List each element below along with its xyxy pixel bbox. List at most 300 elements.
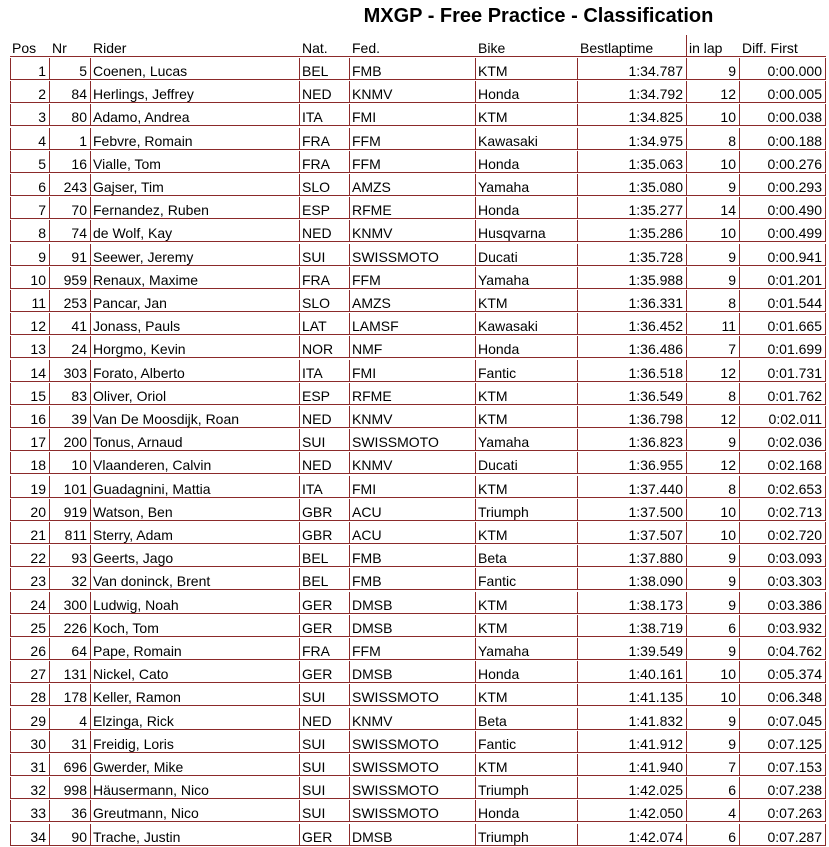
cell-nat: ITA (300, 104, 350, 126)
cell-bike: KTM (476, 522, 578, 544)
cell-fed: ACU (350, 499, 476, 521)
table-row (10, 499, 826, 522)
cell-nat: SUI (300, 429, 350, 451)
cell-fed: SWISSMOTO (350, 244, 476, 266)
cell-in-lap: 12 (687, 81, 740, 103)
table-row (10, 220, 826, 243)
cell-fed: FMI (350, 476, 476, 498)
cell-nr: 64 (50, 638, 91, 660)
cell-bestlaptime: 1:35.063 (578, 151, 687, 173)
cell-nr: 70 (50, 197, 91, 219)
cell-in-lap: 9 (687, 244, 740, 266)
cell-bestlaptime: 1:42.025 (578, 777, 687, 799)
cell-diff-first: 0:07.238 (740, 777, 826, 799)
cell-fed: KNMV (350, 708, 476, 730)
cell-nat: FRA (300, 128, 350, 150)
cell-in-lap: 8 (687, 383, 740, 405)
cell-bestlaptime: 1:41.940 (578, 754, 687, 776)
header-rider: Rider (91, 35, 300, 57)
table-row (10, 731, 826, 754)
cell-fed: NMF (350, 336, 476, 358)
table-row (10, 383, 826, 406)
cell-bike: Honda (476, 151, 578, 173)
cell-nr: 4 (50, 708, 91, 730)
cell-rider: Van doninck, Brent (91, 568, 300, 590)
cell-bike: Triumph (476, 499, 578, 521)
cell-fed: DMSB (350, 592, 476, 614)
cell-diff-first: 0:04.762 (740, 638, 826, 660)
cell-nat: ESP (300, 383, 350, 405)
cell-rider: Gajser, Tim (91, 174, 300, 196)
cell-diff-first: 0:02.653 (740, 476, 826, 498)
cell-fed: SWISSMOTO (350, 800, 476, 822)
table-row (10, 104, 826, 127)
cell-diff-first: 0:00.005 (740, 81, 826, 103)
cell-rider: Keller, Ramon (91, 684, 300, 706)
cell-diff-first: 0:07.153 (740, 754, 826, 776)
cell-nat: BEL (300, 58, 350, 80)
cell-diff-first: 0:07.287 (740, 824, 826, 846)
cell-pos: 6 (10, 174, 50, 196)
cell-rider: Adamo, Andrea (91, 104, 300, 126)
cell-bestlaptime: 1:36.549 (578, 383, 687, 405)
cell-bestlaptime: 1:35.988 (578, 267, 687, 289)
cell-nat: BEL (300, 568, 350, 590)
cell-bestlaptime: 1:35.277 (578, 197, 687, 219)
cell-fed: SWISSMOTO (350, 429, 476, 451)
table-row (10, 615, 826, 638)
cell-diff-first: 0:02.036 (740, 429, 826, 451)
cell-nat: GBR (300, 499, 350, 521)
cell-in-lap: 6 (687, 824, 740, 846)
cell-fed: FFM (350, 128, 476, 150)
cell-bestlaptime: 1:37.507 (578, 522, 687, 544)
cell-nr: 24 (50, 336, 91, 358)
cell-diff-first: 0:02.168 (740, 452, 826, 474)
cell-pos: 27 (10, 661, 50, 683)
cell-fed: KNMV (350, 406, 476, 428)
cell-bike: Honda (476, 661, 578, 683)
cell-fed: ACU (350, 522, 476, 544)
cell-in-lap: 11 (687, 313, 740, 335)
cell-nat: GER (300, 592, 350, 614)
cell-nr: 83 (50, 383, 91, 405)
cell-pos: 32 (10, 777, 50, 799)
cell-nr: 41 (50, 313, 91, 335)
cell-rider: Pape, Romain (91, 638, 300, 660)
cell-diff-first: 0:01.731 (740, 360, 826, 382)
cell-nr: 31 (50, 731, 91, 753)
table-row (10, 800, 826, 823)
cell-rider: Geerts, Jago (91, 545, 300, 567)
cell-rider: Tonus, Arnaud (91, 429, 300, 451)
cell-diff-first: 0:06.348 (740, 684, 826, 706)
cell-in-lap: 12 (687, 406, 740, 428)
cell-rider: Pancar, Jan (91, 290, 300, 312)
cell-diff-first: 0:00.188 (740, 128, 826, 150)
cell-nat: NED (300, 406, 350, 428)
cell-diff-first: 0:03.386 (740, 592, 826, 614)
cell-bestlaptime: 1:36.955 (578, 452, 687, 474)
table-row (10, 290, 826, 313)
cell-nat: LAT (300, 313, 350, 335)
cell-bestlaptime: 1:35.286 (578, 220, 687, 242)
cell-pos: 3 (10, 104, 50, 126)
cell-rider: Watson, Ben (91, 499, 300, 521)
cell-fed: DMSB (350, 615, 476, 637)
cell-nat: GER (300, 824, 350, 846)
cell-fed: FMB (350, 568, 476, 590)
cell-pos: 11 (10, 290, 50, 312)
cell-nr: 93 (50, 545, 91, 567)
cell-in-lap: 9 (687, 174, 740, 196)
cell-pos: 21 (10, 522, 50, 544)
cell-nr: 303 (50, 360, 91, 382)
cell-pos: 18 (10, 452, 50, 474)
cell-pos: 34 (10, 824, 50, 846)
cell-bike: Kawasaki (476, 128, 578, 150)
table-row (10, 128, 826, 151)
cell-diff-first: 0:00.941 (740, 244, 826, 266)
cell-rider: Van De Moosdijk, Roan (91, 406, 300, 428)
cell-pos: 4 (10, 128, 50, 150)
cell-nat: SLO (300, 174, 350, 196)
cell-nr: 16 (50, 151, 91, 173)
cell-in-lap: 10 (687, 522, 740, 544)
cell-diff-first: 0:07.263 (740, 800, 826, 822)
cell-bike: KTM (476, 754, 578, 776)
table-row (10, 197, 826, 220)
cell-fed: KNMV (350, 220, 476, 242)
cell-bike: Ducati (476, 452, 578, 474)
cell-rider: Nickel, Cato (91, 661, 300, 683)
cell-bestlaptime: 1:37.440 (578, 476, 687, 498)
cell-pos: 12 (10, 313, 50, 335)
cell-bestlaptime: 1:34.787 (578, 58, 687, 80)
table-row (10, 708, 826, 731)
cell-in-lap: 9 (687, 267, 740, 289)
cell-bestlaptime: 1:41.135 (578, 684, 687, 706)
table-row (10, 244, 826, 267)
cell-diff-first: 0:00.490 (740, 197, 826, 219)
cell-nat: SUI (300, 800, 350, 822)
cell-bike: Yamaha (476, 429, 578, 451)
cell-bike: KTM (476, 104, 578, 126)
cell-fed: KNMV (350, 452, 476, 474)
cell-pos: 29 (10, 708, 50, 730)
cell-rider: Horgmo, Kevin (91, 336, 300, 358)
cell-bestlaptime: 1:41.832 (578, 708, 687, 730)
cell-fed: RFME (350, 197, 476, 219)
cell-bike: Triumph (476, 777, 578, 799)
table-row (10, 824, 826, 847)
cell-nr: 243 (50, 174, 91, 196)
cell-nr: 131 (50, 661, 91, 683)
cell-in-lap: 14 (687, 197, 740, 219)
cell-nr: 74 (50, 220, 91, 242)
cell-fed: FMI (350, 360, 476, 382)
cell-bestlaptime: 1:38.090 (578, 568, 687, 590)
cell-in-lap: 10 (687, 104, 740, 126)
cell-nat: ITA (300, 476, 350, 498)
cell-rider: Ludwig, Noah (91, 592, 300, 614)
table-row (10, 429, 826, 452)
cell-rider: de Wolf, Kay (91, 220, 300, 242)
cell-pos: 19 (10, 476, 50, 498)
cell-bike: Honda (476, 197, 578, 219)
cell-diff-first: 0:00.000 (740, 58, 826, 80)
cell-diff-first: 0:01.699 (740, 336, 826, 358)
cell-pos: 17 (10, 429, 50, 451)
cell-bike: KTM (476, 383, 578, 405)
cell-diff-first: 0:01.544 (740, 290, 826, 312)
table-row (10, 754, 826, 777)
cell-diff-first: 0:01.762 (740, 383, 826, 405)
cell-in-lap: 12 (687, 360, 740, 382)
cell-bike: Beta (476, 708, 578, 730)
header-bestlaptime: Bestlaptime (578, 35, 687, 57)
cell-bestlaptime: 1:41.912 (578, 731, 687, 753)
cell-bestlaptime: 1:36.331 (578, 290, 687, 312)
cell-bike: Honda (476, 81, 578, 103)
table-row (10, 174, 826, 197)
cell-diff-first: 0:02.720 (740, 522, 826, 544)
cell-fed: FFM (350, 151, 476, 173)
cell-bestlaptime: 1:38.719 (578, 615, 687, 637)
cell-rider: Sterry, Adam (91, 522, 300, 544)
cell-fed: AMZS (350, 174, 476, 196)
cell-diff-first: 0:03.093 (740, 545, 826, 567)
table-row (10, 568, 826, 591)
cell-rider: Elzinga, Rick (91, 708, 300, 730)
cell-nat: SLO (300, 290, 350, 312)
cell-bestlaptime: 1:37.880 (578, 545, 687, 567)
cell-bike: KTM (476, 615, 578, 637)
cell-bike: Kawasaki (476, 313, 578, 335)
cell-bike: Honda (476, 800, 578, 822)
cell-bestlaptime: 1:38.173 (578, 592, 687, 614)
cell-in-lap: 7 (687, 754, 740, 776)
cell-in-lap: 4 (687, 800, 740, 822)
cell-bike: Fantic (476, 360, 578, 382)
cell-pos: 7 (10, 197, 50, 219)
cell-fed: SWISSMOTO (350, 684, 476, 706)
cell-diff-first: 0:05.374 (740, 661, 826, 683)
cell-fed: FFM (350, 267, 476, 289)
table-row (10, 661, 826, 684)
cell-nr: 811 (50, 522, 91, 544)
cell-bike: Yamaha (476, 174, 578, 196)
cell-bestlaptime: 1:37.500 (578, 499, 687, 521)
cell-pos: 9 (10, 244, 50, 266)
cell-nat: SUI (300, 731, 350, 753)
cell-bestlaptime: 1:35.080 (578, 174, 687, 196)
cell-bike: Fantic (476, 731, 578, 753)
cell-diff-first: 0:02.011 (740, 406, 826, 428)
cell-bestlaptime: 1:42.050 (578, 800, 687, 822)
cell-nat: FRA (300, 267, 350, 289)
cell-in-lap: 8 (687, 128, 740, 150)
cell-bestlaptime: 1:40.161 (578, 661, 687, 683)
cell-nr: 10 (50, 452, 91, 474)
cell-diff-first: 0:00.276 (740, 151, 826, 173)
cell-nr: 959 (50, 267, 91, 289)
cell-bike: Yamaha (476, 638, 578, 660)
cell-nr: 91 (50, 244, 91, 266)
cell-bike: Yamaha (476, 267, 578, 289)
cell-in-lap: 10 (687, 661, 740, 683)
cell-nr: 80 (50, 104, 91, 126)
cell-diff-first: 0:01.665 (740, 313, 826, 335)
cell-rider: Vialle, Tom (91, 151, 300, 173)
table-row (10, 313, 826, 336)
cell-rider: Coenen, Lucas (91, 58, 300, 80)
cell-fed: SWISSMOTO (350, 731, 476, 753)
cell-pos: 31 (10, 754, 50, 776)
cell-bestlaptime: 1:35.728 (578, 244, 687, 266)
cell-pos: 30 (10, 731, 50, 753)
cell-nat: SUI (300, 777, 350, 799)
cell-nat: FRA (300, 638, 350, 660)
cell-fed: DMSB (350, 824, 476, 846)
table-row (10, 267, 826, 290)
page-title: MXGP - Free Practice - Classification (363, 5, 714, 27)
cell-pos: 2 (10, 81, 50, 103)
table-row (10, 684, 826, 707)
cell-nat: GER (300, 661, 350, 683)
cell-bestlaptime: 1:39.549 (578, 638, 687, 660)
cell-bike: KTM (476, 684, 578, 706)
header-in-lap: in lap (687, 35, 740, 57)
cell-fed: FMB (350, 58, 476, 80)
cell-nat: NED (300, 708, 350, 730)
cell-pos: 20 (10, 499, 50, 521)
cell-nr: 5 (50, 58, 91, 80)
table-row (10, 81, 826, 104)
cell-pos: 1 (10, 58, 50, 80)
cell-pos: 15 (10, 383, 50, 405)
cell-nat: SUI (300, 754, 350, 776)
cell-nr: 32 (50, 568, 91, 590)
cell-pos: 13 (10, 336, 50, 358)
cell-in-lap: 8 (687, 476, 740, 498)
cell-in-lap: 9 (687, 731, 740, 753)
cell-pos: 23 (10, 568, 50, 590)
table-row (10, 336, 826, 359)
cell-nat: FRA (300, 151, 350, 173)
cell-in-lap: 9 (687, 638, 740, 660)
cell-rider: Trache, Justin (91, 824, 300, 846)
cell-in-lap: 6 (687, 777, 740, 799)
header-pos: Pos (10, 35, 50, 57)
cell-nr: 226 (50, 615, 91, 637)
cell-bestlaptime: 1:36.518 (578, 360, 687, 382)
cell-bestlaptime: 1:42.074 (578, 824, 687, 846)
cell-diff-first: 0:03.303 (740, 568, 826, 590)
cell-bestlaptime: 1:34.825 (578, 104, 687, 126)
cell-fed: LAMSF (350, 313, 476, 335)
cell-nr: 919 (50, 499, 91, 521)
cell-bike: KTM (476, 592, 578, 614)
cell-rider: Herlings, Jeffrey (91, 81, 300, 103)
cell-pos: 5 (10, 151, 50, 173)
cell-nat: BEL (300, 545, 350, 567)
cell-nat: NED (300, 452, 350, 474)
cell-nr: 253 (50, 290, 91, 312)
cell-in-lap: 10 (687, 499, 740, 521)
cell-nat: ESP (300, 197, 350, 219)
cell-fed: SWISSMOTO (350, 777, 476, 799)
cell-in-lap: 9 (687, 592, 740, 614)
cell-bike: Fantic (476, 568, 578, 590)
header-diff-first: Diff. First (740, 35, 826, 57)
cell-rider: Vlaanderen, Calvin (91, 452, 300, 474)
table-row (10, 58, 826, 81)
cell-in-lap: 9 (687, 545, 740, 567)
cell-rider: Seewer, Jeremy (91, 244, 300, 266)
cell-pos: 8 (10, 220, 50, 242)
cell-bike: KTM (476, 406, 578, 428)
cell-in-lap: 9 (687, 568, 740, 590)
cell-nr: 998 (50, 777, 91, 799)
cell-fed: DMSB (350, 661, 476, 683)
header-nat: Nat. (300, 35, 350, 57)
cell-bike: Honda (476, 336, 578, 358)
cell-pos: 25 (10, 615, 50, 637)
cell-bike: KTM (476, 476, 578, 498)
cell-bestlaptime: 1:36.486 (578, 336, 687, 358)
cell-fed: FMB (350, 545, 476, 567)
cell-fed: RFME (350, 383, 476, 405)
cell-diff-first: 0:00.293 (740, 174, 826, 196)
cell-pos: 22 (10, 545, 50, 567)
cell-in-lap: 8 (687, 290, 740, 312)
cell-rider: Gwerder, Mike (91, 754, 300, 776)
cell-rider: Guadagnini, Mattia (91, 476, 300, 498)
cell-pos: 33 (10, 800, 50, 822)
cell-fed: FMI (350, 104, 476, 126)
cell-in-lap: 9 (687, 429, 740, 451)
cell-pos: 28 (10, 684, 50, 706)
cell-in-lap: 9 (687, 708, 740, 730)
table-row (10, 476, 826, 499)
cell-bike: KTM (476, 290, 578, 312)
cell-diff-first: 0:00.499 (740, 220, 826, 242)
cell-in-lap: 10 (687, 220, 740, 242)
cell-bike: KTM (476, 58, 578, 80)
cell-nr: 84 (50, 81, 91, 103)
cell-rider: Fernandez, Ruben (91, 197, 300, 219)
cell-nat: ITA (300, 360, 350, 382)
cell-pos: 26 (10, 638, 50, 660)
cell-nr: 200 (50, 429, 91, 451)
cell-rider: Koch, Tom (91, 615, 300, 637)
table-row (10, 777, 826, 800)
cell-in-lap: 9 (687, 58, 740, 80)
cell-diff-first: 0:02.713 (740, 499, 826, 521)
table-row (10, 545, 826, 568)
cell-nat: GBR (300, 522, 350, 544)
cell-bestlaptime: 1:36.823 (578, 429, 687, 451)
cell-nr: 696 (50, 754, 91, 776)
cell-in-lap: 7 (687, 336, 740, 358)
header-nr: Nr (50, 35, 91, 57)
cell-pos: 24 (10, 592, 50, 614)
table-row (10, 406, 826, 429)
table-row (10, 638, 826, 661)
cell-rider: Febvre, Romain (91, 128, 300, 150)
table-row (10, 452, 826, 475)
